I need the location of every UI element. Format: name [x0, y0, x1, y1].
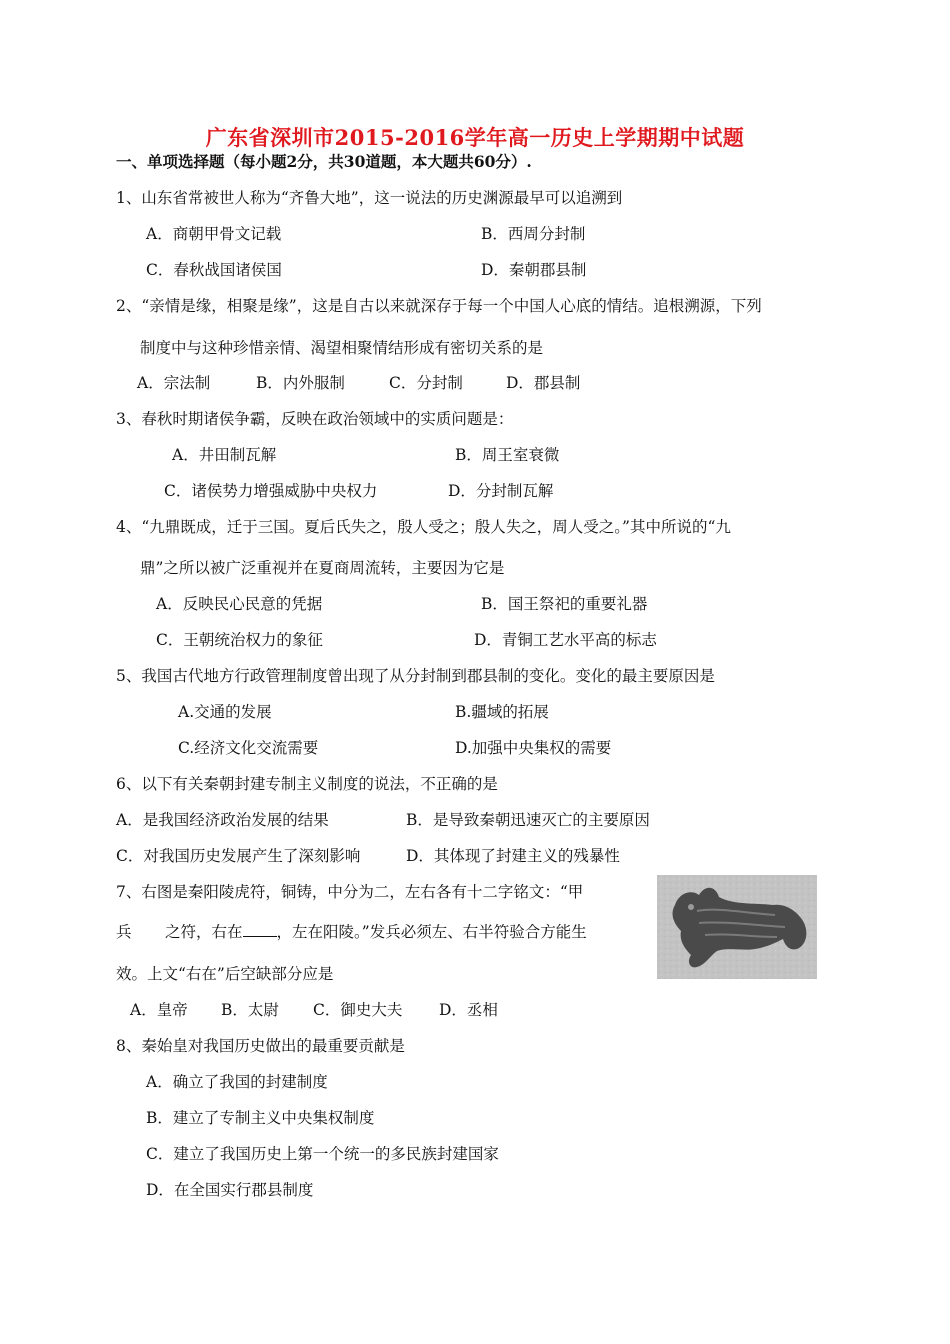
- q3-option-c: C．诸侯势力增强威胁中央权力: [164, 482, 378, 500]
- q5-option-b: B.疆域的拓展: [455, 703, 549, 721]
- tiger-tally-image: [657, 875, 817, 979]
- q1-stem: 1、山东省常被世人称为“齐鲁大地”，这一说法的历史渊源最早可以追溯到: [116, 189, 623, 207]
- section-heading: 一、单项选择题（每小题2分，共30道题，本大题共60分）.: [116, 152, 532, 171]
- q7-stem-line3: 效。上文“右在”后空缺部分应是: [116, 965, 334, 983]
- q6-option-b: B．是导致秦朝迅速灭亡的主要原因: [406, 811, 650, 829]
- q8-option-b: B．建立了专制主义中央集权制度: [146, 1109, 375, 1127]
- tiger-eye: [688, 904, 694, 910]
- q6-stem: 6、以下有关秦朝封建专制主义制度的说法，不正确的是: [116, 775, 498, 793]
- q5-option-c: C.经济文化交流需要: [178, 739, 319, 757]
- q7-option-b: B．太尉: [221, 1001, 279, 1019]
- q1-option-b: B．西周分封制: [481, 225, 586, 243]
- q4-option-b: B．国王祭祀的重要礼器: [481, 595, 648, 613]
- q7-option-a: A．皇帝: [130, 1001, 188, 1019]
- q1-option-a: A．商朝甲骨文记载: [146, 225, 282, 243]
- q3-stem: 3、春秋时期诸侯争霸，反映在政治领域中的实质问题是：: [116, 410, 514, 428]
- q8-stem: 8、秦始皇对我国历史做出的最重要贡献是: [116, 1037, 405, 1055]
- q1-option-c: C．春秋战国诸侯国: [146, 261, 282, 279]
- q2-stem-line2: 制度中与这种珍惜亲情、渴望相聚情结形成有密切关系的是: [140, 339, 544, 357]
- q3-option-b: B．周王室衰微: [455, 446, 560, 464]
- q2-option-a: A．宗法制: [137, 374, 211, 392]
- q8-option-c: C．建立了我国历史上第一个统一的多民族封建国家: [146, 1145, 499, 1163]
- q4-stem-line2: 鼎”之所以被广泛重视并在夏商周流转，主要因为它是: [140, 559, 505, 577]
- q2-option-c: C．分封制: [389, 374, 463, 392]
- q3-option-d: D．分封制瓦解: [448, 482, 554, 500]
- q1-option-d: D．秦朝郡县制: [481, 261, 587, 279]
- q4-option-c: C．王朝统治权力的象征: [156, 631, 323, 649]
- q4-stem-line1: 4、“九鼎既成，迁于三国。夏后氏失之，殷人受之；殷人失之，周人受之。”其中所说的“九: [116, 518, 731, 536]
- q7-stem-line2-start: 兵: [116, 923, 132, 941]
- exam-title: 广东省深圳市2015-2016学年高一历史上学期期中试题: [205, 125, 745, 150]
- q4-option-d: D．青铜工艺水平高的标志: [474, 631, 657, 649]
- q6-option-a: A．是我国经济政治发展的结果: [116, 811, 329, 829]
- q2-stem-line1: 2、“亲情是缘，相聚是缘”，这是自古以来就深存于每一个中国人心底的情结。追根溯源，下列: [116, 297, 762, 315]
- q7-stem-line2-mid: 之符，右在: [165, 923, 243, 941]
- q7-stem-line1: 7、右图是秦阳陵虎符，铜铸，中分为二，左右各有十二字铭文：“甲: [116, 883, 584, 901]
- q7-stem-line2-end: ，左在阳陵。”发兵必须左、右半符验合方能生: [276, 923, 587, 941]
- q8-option-d: D．在全国实行郡县制度: [146, 1181, 314, 1199]
- q5-stem: 5、我国古代地方行政管理制度曾出现了从分封制到郡县制的变化。变化的最主要原因是: [116, 667, 715, 685]
- q3-option-a: A．井田制瓦解: [172, 446, 277, 464]
- q7-stem-line2: [165, 922, 587, 942]
- q7-option-d: D．丞相: [439, 1001, 498, 1019]
- q2-option-d: D．郡县制: [506, 374, 581, 392]
- q4-option-a: A．反映民心民意的凭据: [156, 595, 323, 613]
- q6-option-c: C．对我国历史发展产生了深刻影响: [116, 847, 361, 865]
- q5-option-d: D.加强中央集权的需要: [455, 739, 612, 757]
- q2-option-b: B．内外服制: [256, 374, 345, 392]
- q8-option-a: A．确立了我国的封建制度: [146, 1073, 328, 1091]
- q7-option-c: C．御史大夫: [313, 1001, 403, 1019]
- answer-blank: [243, 922, 277, 937]
- q5-option-a: A.交通的发展: [178, 703, 272, 721]
- q6-option-d: D．其体现了封建主义的残暴性: [406, 847, 620, 865]
